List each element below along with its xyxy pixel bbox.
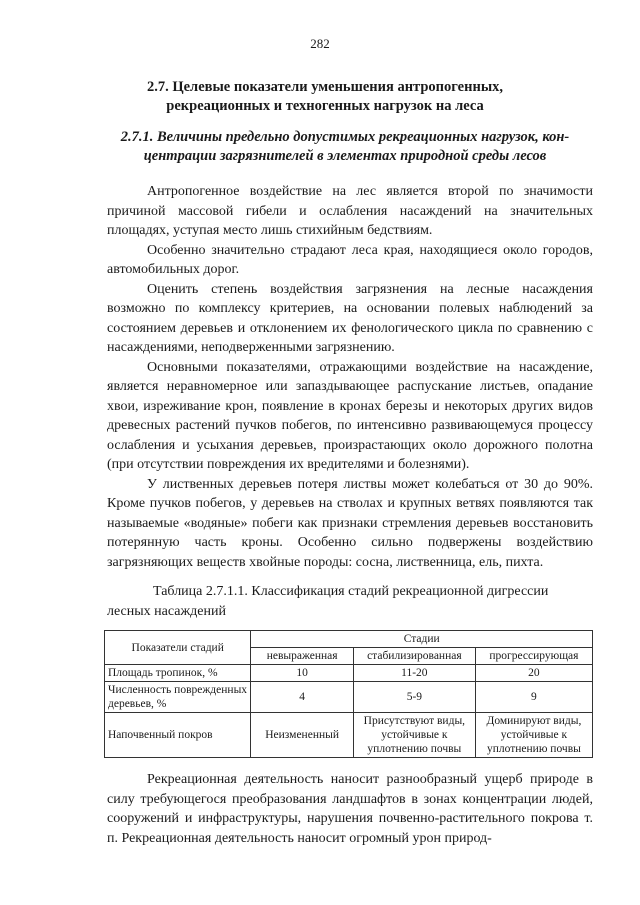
paragraph: У лиственных деревьев потеря листвы может колебаться от 30 до 90%. Кроме пучков побегов, у деревьев на стволах и крупных ветвях появляются так называемые «водяные» побеги как признаки стремления деревьев восстановить потерянную часть кроны. Особенно сильно подвержены воздействию загрязняющих веществ хвойные породы: сосна, лиственница, ель, пихта. <box>107 476 593 570</box>
table-cell: 9 <box>475 682 592 713</box>
table-cell: 10 <box>251 665 353 682</box>
header-indicator: Показатели стадий <box>105 631 251 665</box>
header-stages: Стадии <box>251 631 593 648</box>
section-title <box>90 78 560 116</box>
table-caption: Таблица 2.7.1.1. Классификация стадий рекреационной дигрессии лесных насаждений <box>107 584 549 619</box>
table-row <box>105 713 593 758</box>
paragraph: Антропогенное воздействие на лес является второй по значимости причиной массовой гибели и ослабления насаждений на значительных площадях, уступая место лишь стихийным бедствиям. <box>107 184 593 238</box>
classification-table <box>104 630 593 758</box>
table-row <box>105 682 593 713</box>
stage-name: стабилизированная <box>353 648 475 665</box>
table-header-row <box>105 631 593 648</box>
table-cell: Неизмененный <box>251 713 353 758</box>
table-cell: Присутствуют виды, устойчивые к уплотнению почвы <box>353 713 475 758</box>
row-indicator: Напочвенный покров <box>105 713 251 758</box>
closing-text <box>107 770 593 848</box>
body-text <box>107 182 593 572</box>
page-number: 282 <box>310 36 330 51</box>
paragraph: Основными показателями, отражающими воздействие на насаждение, является неравномерное или запаздывающее распускание листьев, опадание хвои, изреживание крон, появление в кронах березы и некоторых других видов древесных растений пучков побегов, по интенсивно развивающемуся процессу ослабления и усыхания деревьев, произрастающих около дорожного полотна (при отсутствии повреждения их вредителями и болезнями). <box>107 359 593 472</box>
subsection-title <box>100 128 590 166</box>
table-cell: 5-9 <box>353 682 475 713</box>
table-cell: Доминируют виды, устойчивые к уплотнению почвы <box>475 713 592 758</box>
classification-table-wrap <box>104 630 593 758</box>
table-row <box>105 665 593 682</box>
paragraph: Оценить степень воздействия загрязнения на лесные насаждения возможно по комплексу критериев, на основании полевых наблюдений за состоянием деревьев и отклонением их фенологического цикла по сравнению с насаждениями, неподверженными загрязнению. <box>107 281 593 355</box>
stage-name: прогрессирующая <box>475 648 592 665</box>
table-cell: 20 <box>475 665 592 682</box>
paragraph: Рекреационная деятельность наносит разнообразный ущерб природе в силу требующегося преобразования ландшафтов в зонах концентрации людей, сооружений и инфраструктуры, нарушения почвенно-растительного покрова т. п. Рекреационная деятельность наносит огромный урон природ- <box>107 772 593 846</box>
subsection-title-line-1: 2.7.1. Величины предельно допустимых рекреационных нагрузок, кон- <box>120 129 570 145</box>
table-cell: 4 <box>251 682 353 713</box>
section-title-line-1: 2.7. Целевые показатели уменьшения антропогенных, <box>146 79 504 95</box>
paragraph: Особенно значительно страдают леса края, находящиеся около городов, автомобильных дорог. <box>107 242 593 277</box>
subsection-title-line-2: центрации загрязнителей в элементах природной среды лесов <box>143 148 547 164</box>
row-indicator: Площадь тропинок, % <box>105 665 251 682</box>
table-cell: 11-20 <box>353 665 475 682</box>
stage-name: невыраженная <box>251 648 353 665</box>
section-title-line-2: рекреационных и техногенных нагрузок на леса <box>166 98 484 114</box>
row-indicator: Численность поврежденных деревьев, % <box>105 682 251 713</box>
